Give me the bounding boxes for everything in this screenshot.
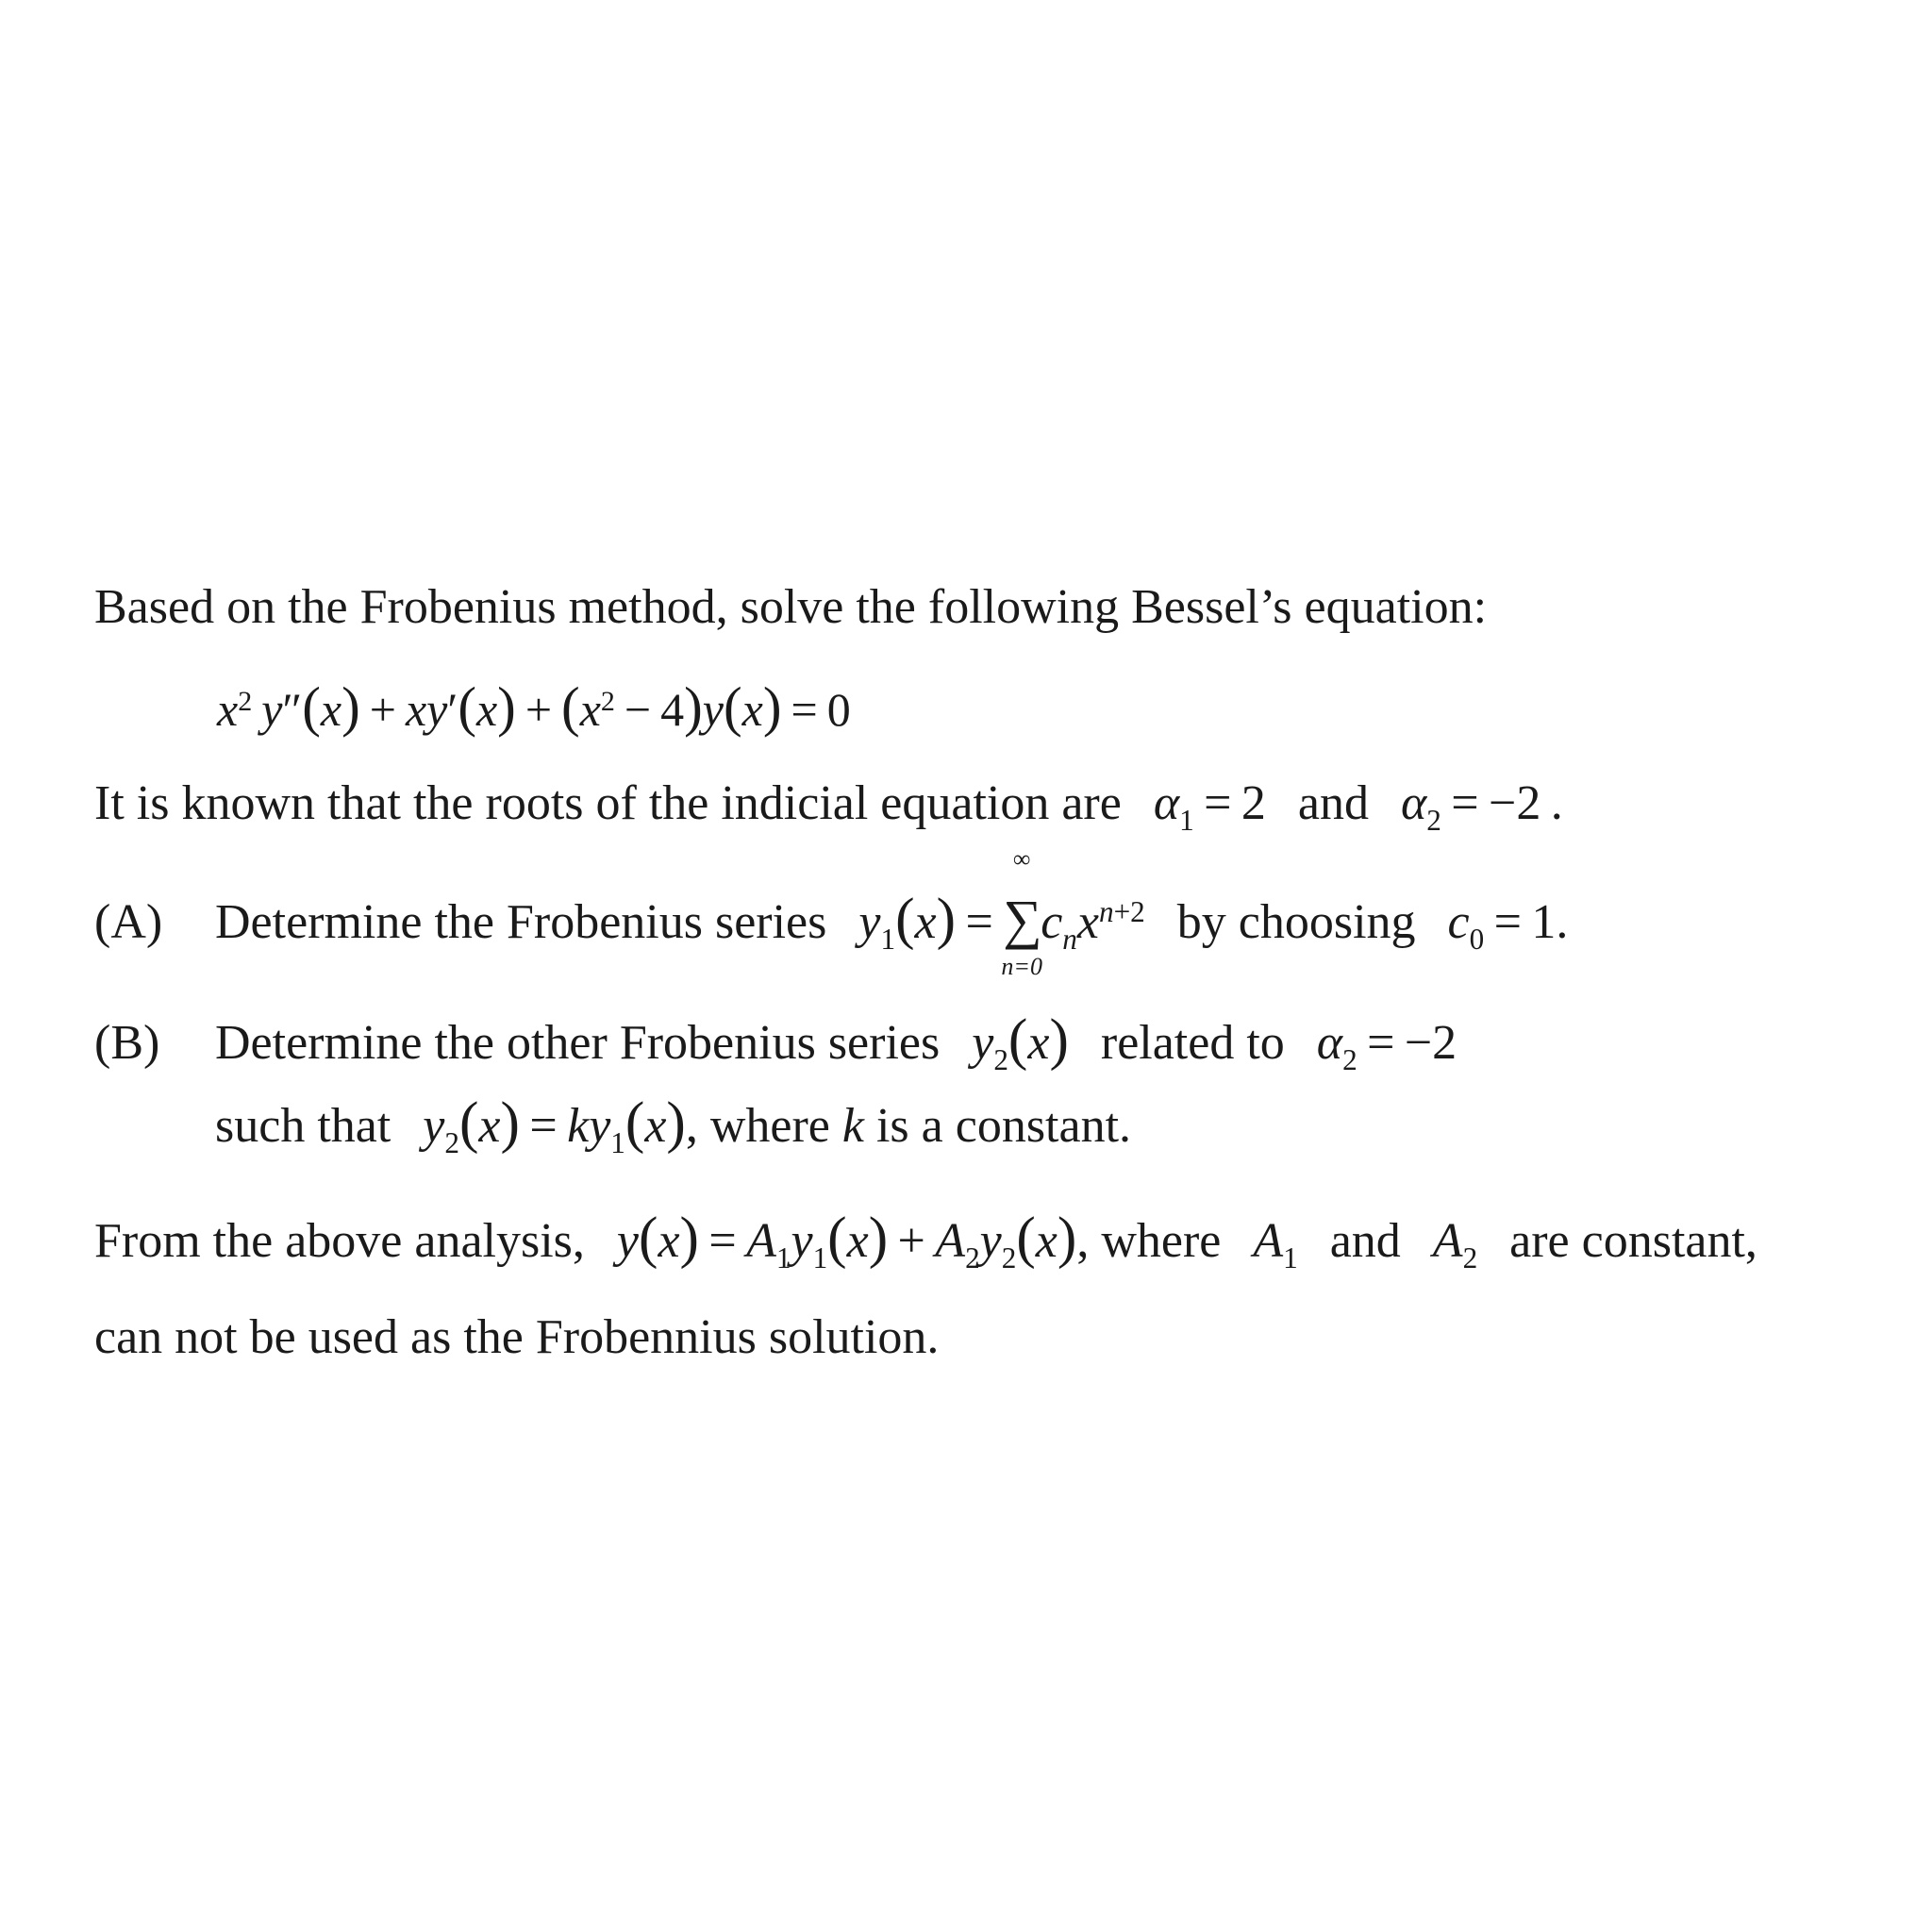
sum-lower-limit: n=0: [1001, 953, 1042, 980]
part-b: (B) Determine the other Frobenius series $y_2(x)$ related to $\alpha_2 = -2$: [94, 1008, 1457, 1076]
roots-text: It is known that the roots of the indicial equation are: [94, 776, 1122, 830]
roots-and: and: [1297, 776, 1369, 830]
part-a-text: Determine the Frobenius series: [215, 895, 827, 949]
part-b-related-to: related to: [1100, 1016, 1285, 1070]
part-a-by-choosing: by choosing: [1176, 895, 1416, 949]
part-a-label: (A): [94, 895, 163, 949]
part-a: (A) Determine the Frobenius series $y_1(x)$ = ∑ ∞ n=0 $c_nx^{n+2}$ by choosing $c_0 = 1$.: [94, 845, 1569, 980]
sum-upper-limit: ∞: [1012, 845, 1031, 873]
conclusion-line-1: From the above analysis, $y(x) = A_1y_1(x) + A_2y_2(x)$, where $A_1$ and $A_2$ are constant,: [94, 1206, 1757, 1274]
part-b-label: (B): [94, 1016, 160, 1070]
indicial-roots-line: It is known that the roots of the indicial equation are $\alpha_1 = 2$ and $\alpha_2 = -2$ .: [94, 776, 1563, 837]
bessel-equation: $x^2$ $y''(x) + xy'(x) + (x^2 - 4)y(x) = 0$: [217, 675, 851, 738]
summation-symbol: ∑ ∞ n=0: [1001, 845, 1042, 980]
intro-text: Based on the Frobenius method, solve the following Bessel’s equation:: [94, 580, 1488, 634]
conclusion-text-1: From the above analysis,: [94, 1214, 585, 1268]
part-b-text: Determine the other Frobenius series: [215, 1016, 941, 1070]
part-b-such-that: such that: [215, 1099, 391, 1153]
conclusion-line-2: can not be used as the Frobennius solution.: [94, 1310, 940, 1364]
part-b-condition: such that $y_2(x) = ky_1(x)$, where k is a constant.: [215, 1091, 1132, 1159]
